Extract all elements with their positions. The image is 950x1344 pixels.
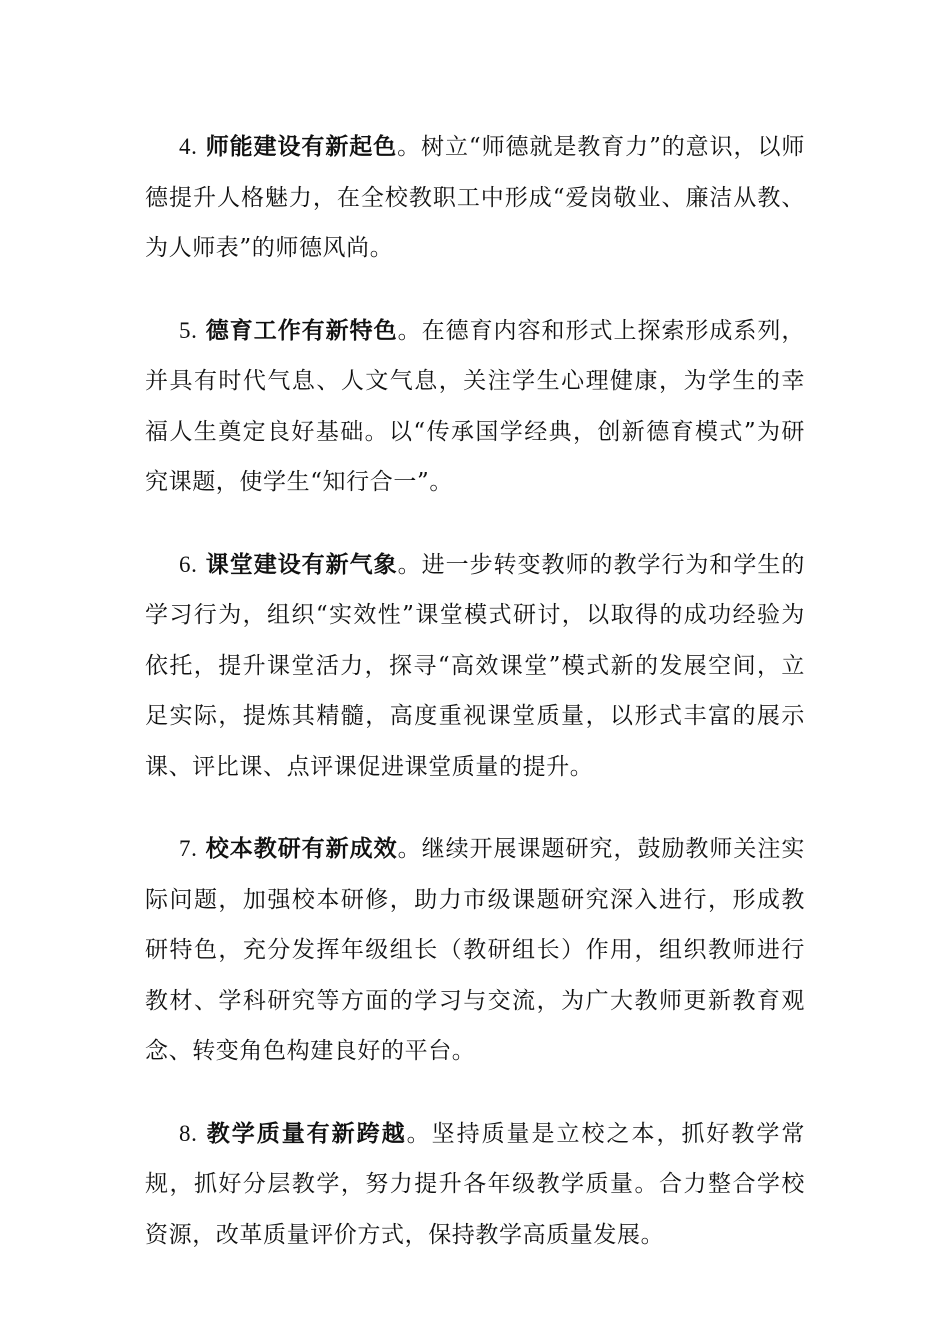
paragraph-item-6	[145, 540, 805, 793]
paragraph-item-8	[145, 1109, 805, 1261]
item-number: 6.	[179, 551, 198, 577]
item-number: 7.	[179, 836, 198, 861]
item-heading: 校本教研有新成效	[205, 836, 398, 862]
item-body: 。进一步转变教师的教学行为和学生的学习行为，组织“实效性”课堂模式研讨，以取得的成功经验为依托，提升课堂活力，探寻“高效课堂”模式新的发展空间，立足实际，提炼其精髓，高度重视课堂质量，以形式丰富的展示课、评比课、点评课促进课堂质量的提升。	[145, 551, 805, 780]
paragraph-item-7	[145, 824, 805, 1077]
paragraph-item-4	[145, 122, 805, 274]
item-heading: 课堂建设有新气象	[205, 551, 398, 578]
item-body: 。继续开展课题研究，鼓励教师关注实际问题，加强校本研修，助力市级课题研究深入进行，形成教研特色，充分发挥年级组长（教研组长）作用，组织教师进行教材、学科研究等方面的学习与交流，为广大教师更新教育观念、转变角色构建良好的平台。	[145, 836, 805, 1064]
item-heading: 师能建设有新起色	[205, 134, 398, 160]
item-heading: 教学质量有新跨越	[206, 1120, 407, 1147]
paragraph-item-5	[145, 306, 805, 508]
item-body: 。在德育内容和形式上探索形成系列，并具有时代气息、人文气息，关注学生心理健康，为学生的幸福人生奠定良好基础。以“传承国学经典，创新德育模式”为研究课题，使学生“知行合一”。	[145, 317, 805, 495]
item-body: 。树立“师德就是教育力”的意识，以师德提升人格魅力，在全校教职工中形成“爱岗敬业、廉洁从教、为人师表”的师德风尚。	[145, 134, 805, 261]
item-number: 4.	[179, 134, 198, 159]
item-heading: 德育工作有新特色	[205, 317, 398, 344]
item-body: 。坚持质量是立校之本，抓好教学常规，抓好分层教学，努力提升各年级教学质量。合力整合学校资源，改革质量评价方式，保持教学高质量发展。	[145, 1120, 805, 1248]
document-body	[145, 122, 805, 1292]
item-number: 8.	[179, 1120, 198, 1146]
item-number: 5.	[179, 317, 198, 343]
